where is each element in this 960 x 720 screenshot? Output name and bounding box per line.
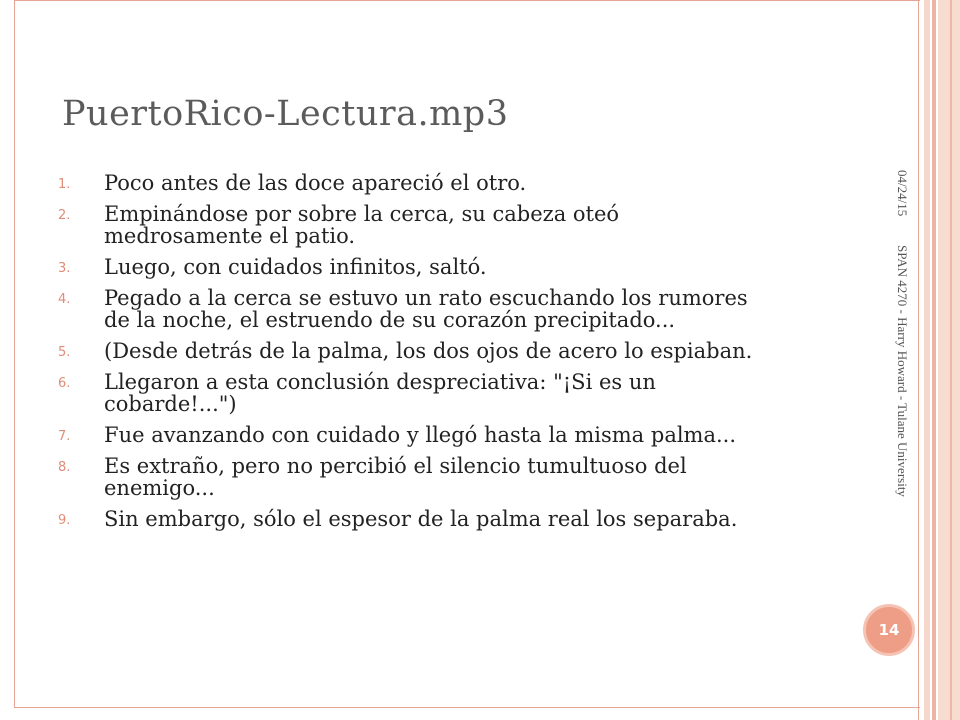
item-text: Pegado a la cerca se estuvo un rato escuchando los rumores de la noche, el estruendo de su corazón precipitado... xyxy=(104,286,748,332)
item-text: Fue avanzando con cuidado y llegó hasta la misma palma... xyxy=(104,423,737,447)
item-number: 5. xyxy=(58,345,71,360)
page-number-badge: 14 xyxy=(863,604,915,656)
item-text: (Desde detrás de la palma, los dos ojos de acero lo espiaban. xyxy=(104,339,753,363)
item-number: 4. xyxy=(58,292,71,307)
item-number: 3. xyxy=(58,261,71,276)
list-item xyxy=(58,172,778,194)
decor-stripe xyxy=(932,0,936,720)
frame-top-border xyxy=(14,0,920,1)
item-number: 9. xyxy=(58,513,71,528)
item-number: 8. xyxy=(58,460,71,475)
decor-stripe xyxy=(924,0,930,720)
list-item xyxy=(58,424,778,446)
list-item xyxy=(58,287,778,331)
item-number: 2. xyxy=(58,208,71,223)
slide-title: PuertoRico-Lectura.mp3 xyxy=(62,94,509,134)
item-text: Poco antes de las doce apareció el otro. xyxy=(104,171,527,195)
list-item xyxy=(58,371,778,415)
item-text: Es extraño, pero no percibió el silencio tumultuoso del enemigo... xyxy=(104,454,687,500)
item-text: Sin embargo, sólo el espesor de la palma real los separaba. xyxy=(104,507,738,531)
slide-date: 04/24/15 xyxy=(895,170,910,217)
item-number: 7. xyxy=(58,429,71,444)
list-item xyxy=(58,508,778,530)
frame-bottom-border xyxy=(14,707,920,708)
item-number: 1. xyxy=(58,177,71,192)
list-item xyxy=(58,256,778,278)
item-number: 6. xyxy=(58,376,71,391)
item-text: Luego, con cuidados infinitos, saltó. xyxy=(104,255,487,279)
decor-stripe xyxy=(918,0,919,720)
decor-stripe xyxy=(938,0,960,720)
list-item xyxy=(58,455,778,499)
bullet-list xyxy=(58,172,778,539)
slide-footer: SPAN 4270 - Harry Howard - Tulane University xyxy=(895,245,910,497)
item-text: Llegaron a esta conclusión despreciativa: "¡Si es un cobarde!...") xyxy=(104,370,656,416)
decor-stripe xyxy=(950,0,952,720)
list-item xyxy=(58,203,778,247)
item-text: Empinándose por sobre la cerca, su cabeza oteó medrosamente el patio. xyxy=(104,202,620,248)
list-item xyxy=(58,340,778,362)
frame-left-border xyxy=(14,0,15,708)
